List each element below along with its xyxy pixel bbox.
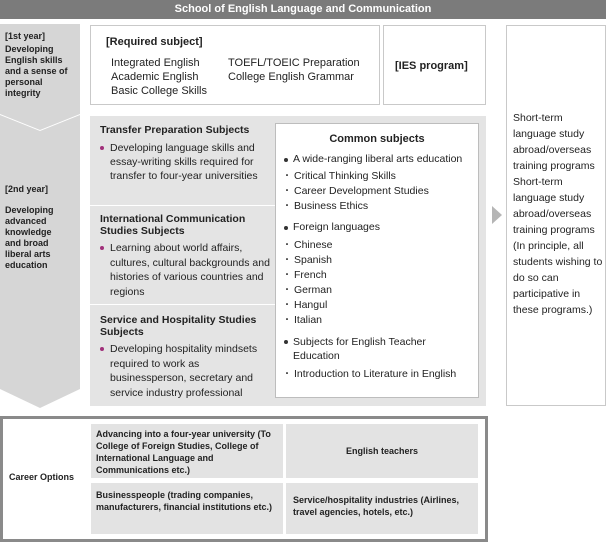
track-hospitality <box>100 314 272 400</box>
career-cell: Businesspeople (trading companies, manufacturers, financial institutions etc.) <box>91 483 283 534</box>
ies-program-box <box>383 25 486 105</box>
year1-title: [1st year] <box>5 31 46 41</box>
career-options-label: Career Options <box>9 472 75 482</box>
common-subjects-title: Common subjects <box>329 133 425 145</box>
year2-title: [2nd year] <box>5 184 49 194</box>
year2-block <box>5 184 79 271</box>
required-subject-item: TOEFL/TOEIC Preparation <box>228 57 360 69</box>
year1-desc-line: English skills <box>5 55 63 65</box>
common-subject-item: ・ Introduction to Literature in English <box>284 367 472 382</box>
career-cell: English teachers <box>286 424 478 478</box>
common-group-name: Foreign languages <box>284 221 472 234</box>
track-desc: Learning about world affairs, cultures, cultural backgrounds and histories of various countries and regions <box>100 241 272 299</box>
year2-desc-line: liberal arts <box>5 249 51 259</box>
year2-desc-line: and broad <box>5 238 49 248</box>
required-subject-item: Integrated English <box>111 57 200 69</box>
year1-desc-line: personal <box>5 77 43 87</box>
ies-program-label: [IES program] <box>395 60 468 72</box>
common-subject-item: ・ Chinese <box>284 238 472 253</box>
track-international <box>100 213 272 299</box>
career-cell: Advancing into a four-year university (To College of Foreign Studies, College of International Language and Communications etc.) <box>91 424 283 478</box>
year2-desc-line: knowledge <box>5 227 52 237</box>
year1-block <box>5 31 79 99</box>
common-subject-item: ・ German <box>284 283 472 298</box>
school-banner: School of English Language and Communication <box>0 0 606 19</box>
required-subject-title: [Required subject] <box>106 36 203 48</box>
common-group-name: Subjects for English Teacher Education <box>284 335 472 363</box>
year1-desc-line: Developing <box>5 44 54 54</box>
common-subject-item: ・ Business Ethics <box>284 199 472 214</box>
common-subject-item: ・ Hangul <box>284 298 472 313</box>
short-term-box <box>506 25 606 406</box>
common-subject-item: ・ French <box>284 268 472 283</box>
year1-desc-line: and a sense of <box>5 66 68 76</box>
required-subject-item: Basic College Skills <box>111 85 207 97</box>
track-desc: Developing language skills and essay-writing skills required for transfer to four-year universities <box>100 141 272 183</box>
common-group-name: A wide-ranging liberal arts education <box>284 153 472 166</box>
year2-desc-line: advanced <box>5 216 47 226</box>
track-title: International Communication Studies Subjects <box>100 213 246 237</box>
common-subject-item: ・ Critical Thinking Skills <box>284 169 472 184</box>
year2-desc-line: Developing <box>5 205 54 215</box>
year1-desc-line: integrity <box>5 88 41 98</box>
common-subject-item: ・ Italian <box>284 313 472 328</box>
track-divider <box>90 304 275 305</box>
career-cell: Service/hospitality industries (Airlines, travel agencies, hotels, etc.) <box>286 483 478 534</box>
arrow-right-icon <box>492 206 504 224</box>
year2-desc-line: education <box>5 260 48 270</box>
common-subject-item: ・ Career Development Studies <box>284 184 472 199</box>
track-title: Transfer Preparation Subjects <box>100 124 250 136</box>
track-divider <box>90 205 275 206</box>
common-subject-item: ・ Spanish <box>284 253 472 268</box>
required-subject-item: Academic English <box>111 71 199 83</box>
track-transfer <box>100 124 272 183</box>
short-term-text: Short-term language study abroad/overseas training programs Short-term language study abroad/overseas training programs (In principle, all students wishing to do so can participative in these programs.) <box>513 112 603 316</box>
required-subject-box <box>90 25 380 105</box>
track-desc: Developing hospitality mindsets required to work as businessperson, secretary and service industry professional <box>100 342 272 400</box>
required-subject-item: College English Grammar <box>228 71 354 83</box>
common-subjects-box <box>275 123 479 398</box>
track-title: Service and Hospitality Studies Subjects <box>100 314 257 338</box>
